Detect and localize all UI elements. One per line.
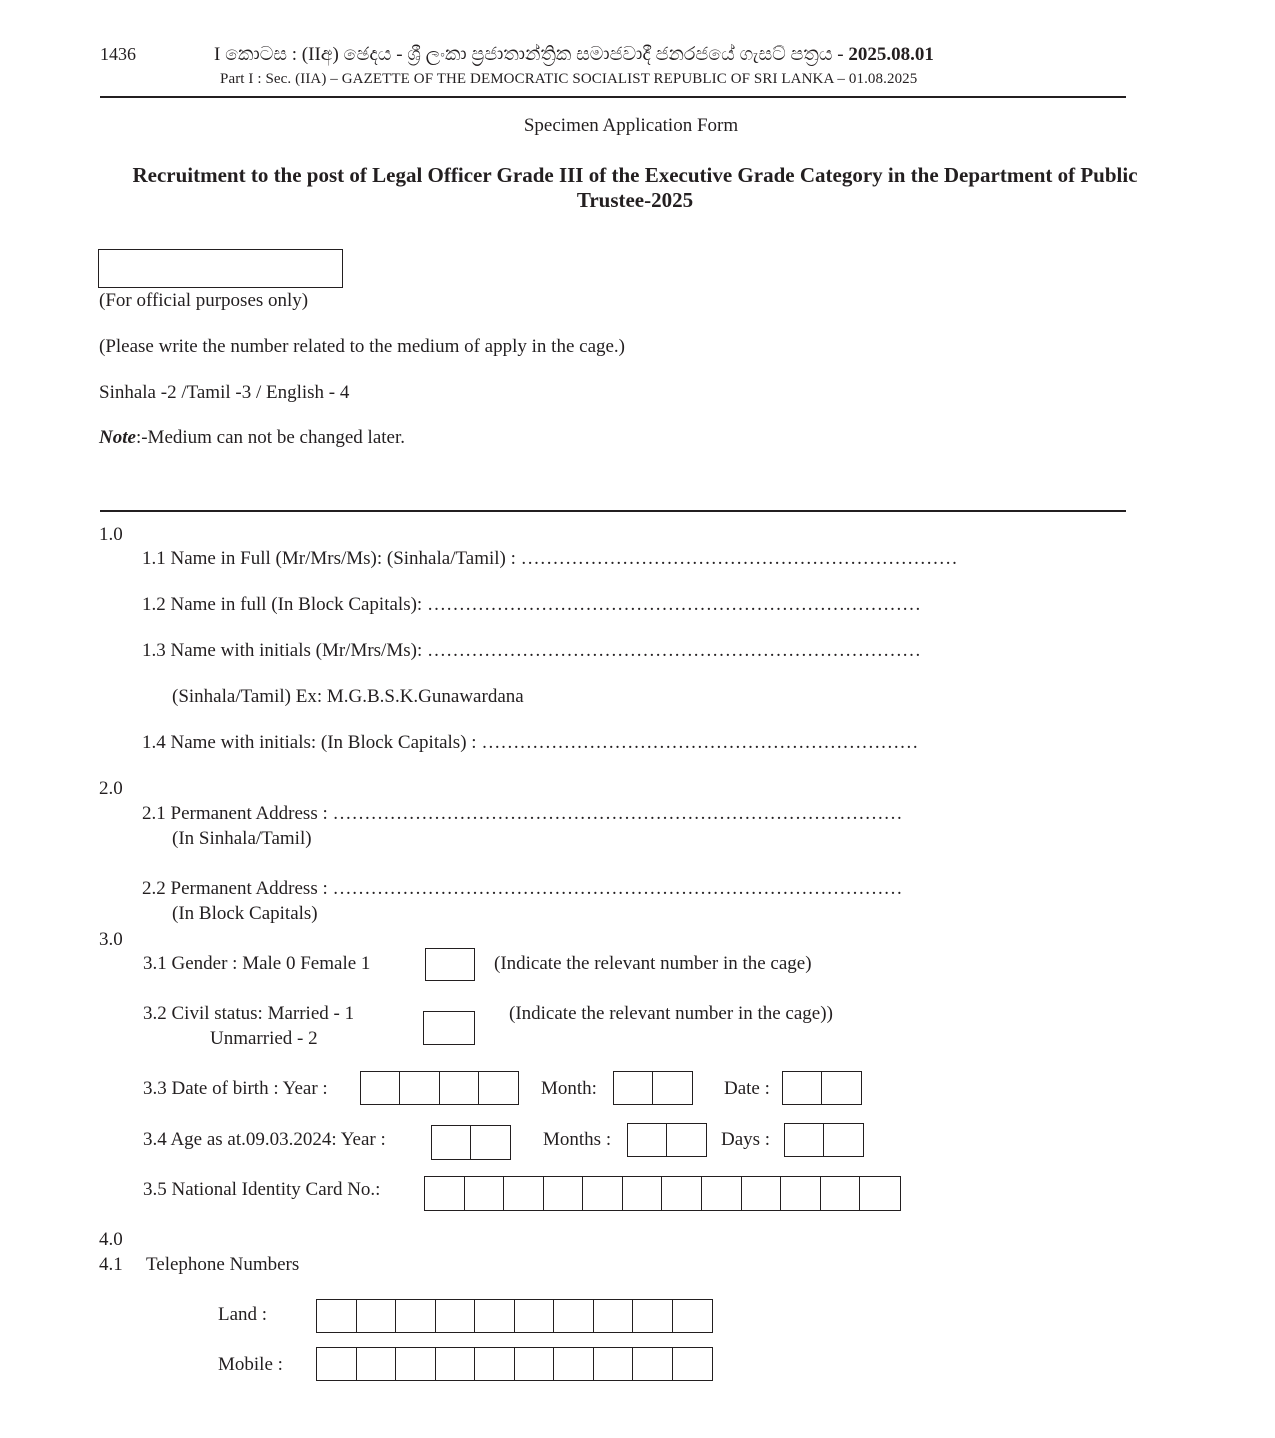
field-label: 2.2 Permanent Address :: [142, 878, 333, 899]
land-phone-cells[interactable]: [316, 1299, 713, 1333]
fill-line[interactable]: ………………………………………………………………………………: [332, 803, 903, 824]
digit-cell[interactable]: [860, 1177, 900, 1210]
digit-cell[interactable]: [702, 1177, 742, 1210]
medium-instruction: (Please write the number related to the medium of apply in the cage.): [99, 336, 626, 357]
dob-year-cells[interactable]: [360, 1071, 519, 1105]
section-2-number: 2.0: [99, 778, 123, 799]
digit-cell[interactable]: [673, 1300, 713, 1332]
digit-cell[interactable]: [783, 1072, 822, 1104]
fill-line[interactable]: ……………………………………………………………………: [426, 640, 921, 661]
digit-cell[interactable]: [554, 1300, 594, 1332]
land-phone-label: Land :: [218, 1304, 268, 1325]
digit-cell[interactable]: [425, 1177, 465, 1210]
field-name-initials[interactable]: [142, 640, 921, 662]
digit-cell[interactable]: [544, 1177, 584, 1210]
age-label: 3.4 Age as at.09.03.2024: Year :: [143, 1129, 386, 1150]
digit-cell[interactable]: [504, 1177, 544, 1210]
medium-note: [99, 427, 405, 449]
digit-cell[interactable]: [432, 1126, 471, 1159]
specimen-label: Specimen Application Form: [523, 115, 739, 136]
field-name-full-sinhala[interactable]: [142, 548, 958, 570]
dob-date-cells[interactable]: [782, 1071, 862, 1105]
digit-cell[interactable]: [475, 1348, 515, 1380]
digit-cell[interactable]: [633, 1348, 673, 1380]
digit-cell[interactable]: [667, 1124, 706, 1156]
nic-label: 3.5 National Identity Card No.:: [143, 1179, 381, 1200]
age-months-label: Months :: [543, 1129, 612, 1150]
civil-status-label-2: Unmarried - 2: [210, 1028, 318, 1049]
fill-line[interactable]: ……………………………………………………………: [520, 548, 958, 569]
section-divider: [100, 510, 1126, 512]
field-label: 1.1 Name in Full (Mr/Mrs/Ms): (Sinhala/Tamil) :: [142, 548, 521, 569]
digit-cell[interactable]: [436, 1300, 476, 1332]
gazette-header-english: Part I : Sec. (IIA) – GAZETTE OF THE DEMOCRATIC SOCIALIST REPUBLIC OF SRI LANKA – 01.08.2025: [220, 71, 918, 87]
digit-cell[interactable]: [440, 1072, 479, 1104]
age-days-label: Days :: [721, 1129, 771, 1150]
note-text: :-Medium can not be changed later.: [135, 427, 406, 448]
official-use-box[interactable]: [98, 249, 343, 288]
digit-cell[interactable]: [742, 1177, 782, 1210]
digit-cell[interactable]: [396, 1300, 436, 1332]
digit-cell[interactable]: [471, 1126, 510, 1159]
gender-cage[interactable]: [425, 948, 475, 981]
age-days-cells[interactable]: [784, 1123, 864, 1157]
civil-status-label: 3.2 Civil status: Married - 1: [143, 1003, 355, 1024]
dob-label: 3.3 Date of birth : Year :: [143, 1078, 328, 1099]
age-months-cells[interactable]: [627, 1123, 707, 1157]
section-1-number: 1.0: [99, 524, 123, 545]
digit-cell[interactable]: [317, 1348, 357, 1380]
digit-cell[interactable]: [623, 1177, 663, 1210]
dob-date-label: Date :: [724, 1078, 770, 1099]
gender-hint: (Indicate the relevant number in the cage): [494, 953, 812, 974]
digit-cell[interactable]: [821, 1177, 861, 1210]
page-number: 1436: [100, 44, 136, 64]
age-year-cells[interactable]: [431, 1125, 511, 1160]
field-label: 1.4 Name with initials: (In Block Capitals) :: [142, 732, 482, 753]
mobile-phone-cells[interactable]: [316, 1347, 713, 1381]
digit-cell[interactable]: [662, 1177, 702, 1210]
digit-cell[interactable]: [465, 1177, 505, 1210]
civil-status-hint: (Indicate the relevant number in the cage)): [509, 1003, 833, 1024]
field-name-initials-block[interactable]: [142, 732, 918, 754]
telephone-heading: Telephone Numbers: [146, 1254, 300, 1275]
dob-month-cells[interactable]: [613, 1071, 693, 1105]
field-label: 1.3 Name with initials (Mr/Mrs/Ms):: [142, 640, 427, 661]
fill-line[interactable]: ……………………………………………………………: [481, 732, 919, 753]
digit-cell[interactable]: [583, 1177, 623, 1210]
digit-cell[interactable]: [633, 1300, 673, 1332]
digit-cell[interactable]: [554, 1348, 594, 1380]
fill-line[interactable]: ……………………………………………………………………: [426, 594, 921, 615]
digit-cell[interactable]: [653, 1072, 692, 1104]
name-initials-example: (Sinhala/Tamil) Ex: M.G.B.S.K.Gunawardana: [172, 686, 524, 707]
gazette-header-sinhala-title: I කොටස : (IIඅ) ඡෙදය - ශ්‍රී ලංකා ප්‍රජාතාන්ත්‍රික සමාජවාදී ජනරජයේ ගැසට් පත්‍රය -: [214, 44, 844, 65]
digit-cell[interactable]: [614, 1072, 653, 1104]
note-label: Note: [99, 427, 136, 448]
section-4-number: 4.0: [99, 1229, 123, 1250]
official-note: (For official purposes only): [99, 290, 309, 311]
civil-status-cage[interactable]: [423, 1011, 475, 1045]
mobile-phone-label: Mobile :: [218, 1354, 283, 1375]
digit-cell[interactable]: [400, 1072, 439, 1104]
dob-month-label: Month:: [541, 1078, 597, 1099]
address-block-sublabel: (In Block Capitals): [172, 903, 318, 924]
digit-cell[interactable]: [361, 1072, 400, 1104]
gazette-header-sinhala: [214, 44, 934, 66]
digit-cell[interactable]: [515, 1348, 555, 1380]
digit-cell[interactable]: [594, 1348, 634, 1380]
telephone-subsection-number: 4.1: [99, 1254, 123, 1275]
digit-cell[interactable]: [822, 1072, 861, 1104]
field-label: 2.1 Permanent Address :: [142, 803, 333, 824]
digit-cell[interactable]: [396, 1348, 436, 1380]
form-title: Recruitment to the post of Legal Officer Grade III of the Executive Grade Category in the Department of Public Trustee-2025: [132, 163, 1138, 212]
field-address-sinhala[interactable]: [142, 803, 903, 825]
field-address-block[interactable]: [142, 878, 903, 900]
digit-cell[interactable]: [436, 1348, 476, 1380]
digit-cell[interactable]: [317, 1300, 357, 1332]
section-3-number: 3.0: [99, 929, 123, 950]
header-divider: [100, 96, 1126, 98]
digit-cell[interactable]: [785, 1124, 824, 1156]
fill-line[interactable]: ………………………………………………………………………………: [332, 878, 903, 899]
field-name-full-block[interactable]: [142, 594, 921, 616]
digit-cell[interactable]: [357, 1300, 397, 1332]
gender-label: 3.1 Gender : Male 0 Female 1: [143, 953, 371, 974]
digit-cell[interactable]: [594, 1300, 634, 1332]
digit-cell[interactable]: [357, 1348, 397, 1380]
address-sinhala-sublabel: (In Sinhala/Tamil): [172, 828, 312, 849]
digit-cell[interactable]: [781, 1177, 821, 1210]
nic-cells[interactable]: [424, 1176, 901, 1211]
digit-cell[interactable]: [673, 1348, 713, 1380]
digit-cell[interactable]: [515, 1300, 555, 1332]
digit-cell[interactable]: [475, 1300, 515, 1332]
field-label: 1.2 Name in full (In Block Capitals):: [142, 594, 427, 615]
medium-options: Sinhala -2 /Tamil -3 / English - 4: [99, 382, 350, 403]
gazette-header-date: 2025.08.01: [848, 44, 934, 65]
digit-cell[interactable]: [479, 1072, 518, 1104]
digit-cell[interactable]: [628, 1124, 667, 1156]
digit-cell[interactable]: [824, 1124, 863, 1156]
